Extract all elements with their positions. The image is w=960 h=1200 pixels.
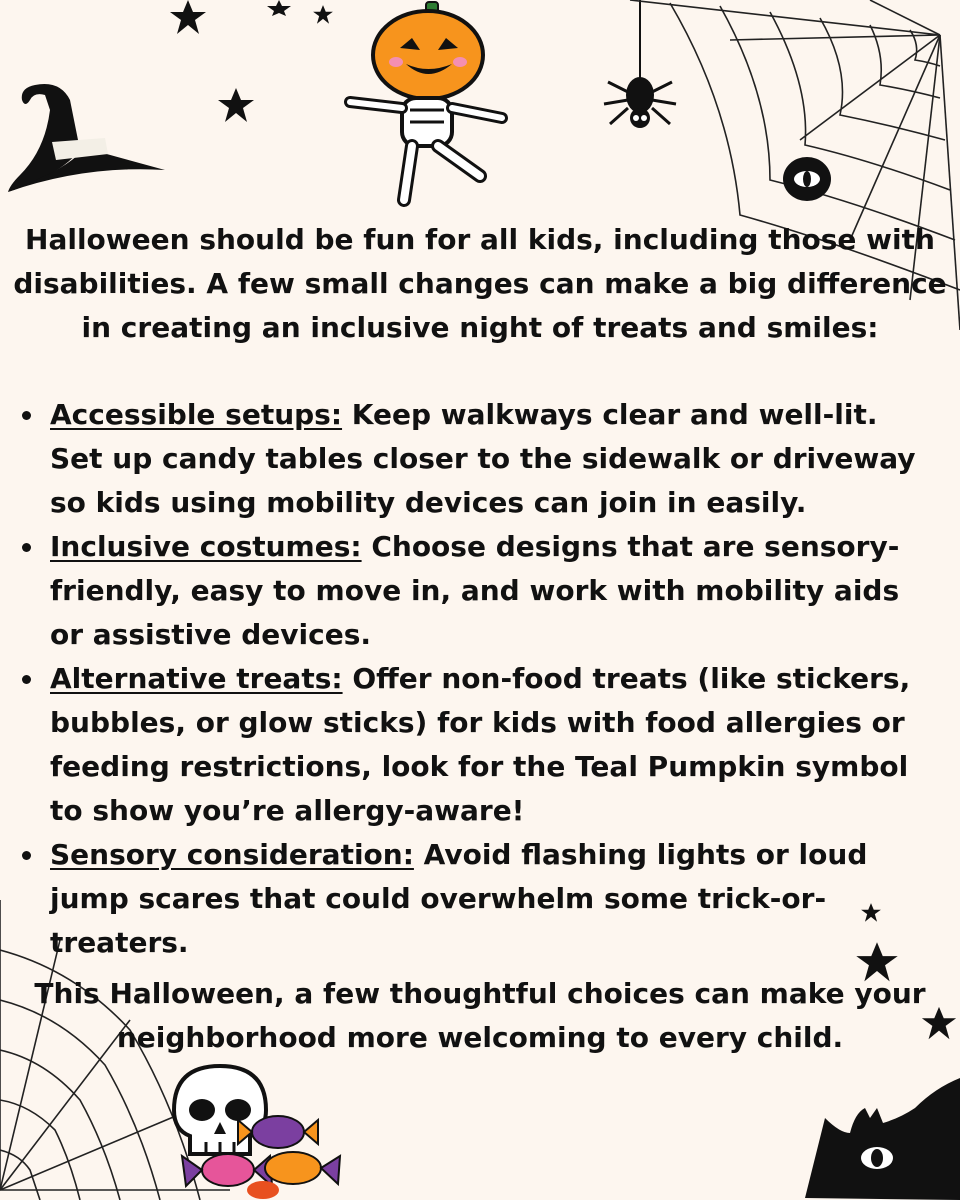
candy-icon [168,1110,348,1200]
star-icon [216,82,256,130]
tips-list [0,393,960,965]
tip-title: Sensory consideration: [50,838,414,871]
list-item [0,833,960,965]
list-item [0,525,960,657]
tip-title: Accessible setups: [50,398,343,431]
list-item [0,657,960,833]
tip-text: Choose designs that are sensory-friendly, easy to move in, and work with mobility aids or assistive devices. [50,530,900,651]
intro-text: Halloween should be fun for all kids, including those with disabilities. A few small changes can make a big difference in creating an inclusive night of treats and smiles: [13,223,947,344]
star-icon [266,0,292,16]
tip-text: Keep walkways clear and well-lit. Set up candy tables closer to the sidewalk or driveway so kids using mobility devices can join in easily. [50,398,916,519]
tip-title: Alternative treats: [50,662,343,695]
pumpkin-skeleton-icon [330,0,515,220]
bat-icon [805,1078,960,1200]
star-icon [168,0,208,36]
list-item [0,393,960,525]
tip-title: Inclusive costumes: [50,530,362,563]
tip-text: Offer non-food treats (like stickers, bubbles, or glow sticks) for kids with food allergies or feeding restrictions, look for the Teal Pumpkin symbol to show you’re allergy-aware! [50,662,911,827]
tip-text: Avoid flashing lights or loud jump scares that could overwhelm some trick-or-treaters. [50,838,868,959]
outro-text: This Halloween, a few thoughtful choices can make your neighborhood more welcoming to every child. [34,977,926,1054]
witch-hat-icon [0,70,170,200]
eye-icon [782,156,832,202]
